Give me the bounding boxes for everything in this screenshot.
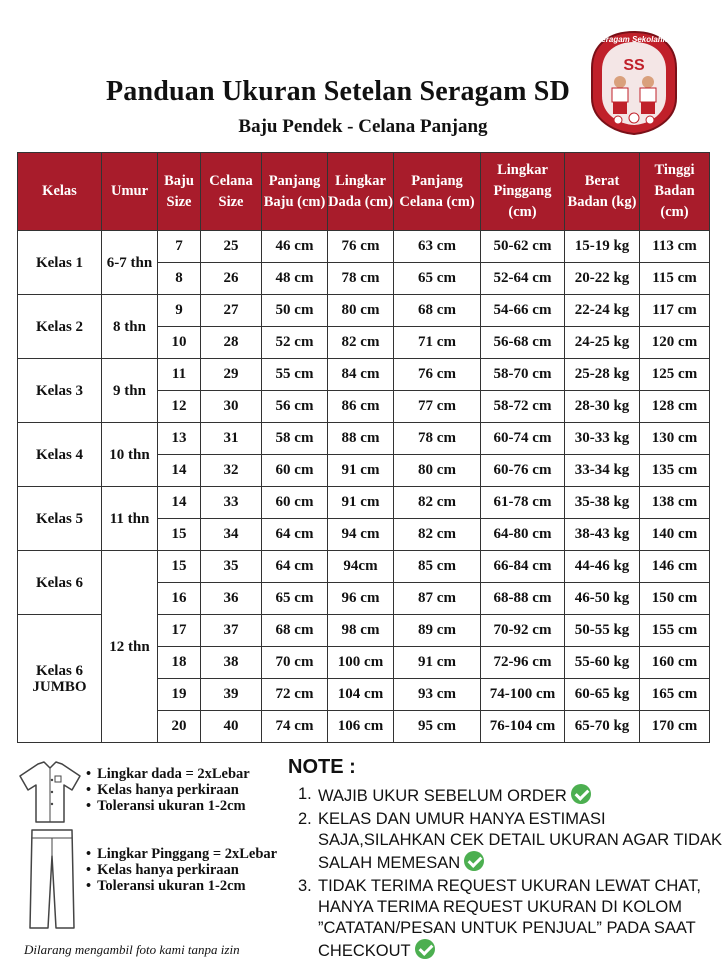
- table-cell: 58 cm: [262, 423, 328, 455]
- table-cell: 44-46 kg: [565, 551, 640, 583]
- table-cell: 30: [201, 391, 262, 423]
- table-cell: 60-74 cm: [481, 423, 565, 455]
- table-cell: 76 cm: [394, 359, 481, 391]
- kelas-cell: Kelas 6 JUMBO: [18, 615, 102, 743]
- table-header-cell: Lingkar Dada (cm): [328, 153, 394, 231]
- table-header-row: [18, 153, 710, 231]
- table-cell: 104 cm: [328, 679, 394, 711]
- table-cell: 72-96 cm: [481, 647, 565, 679]
- table-cell: 115 cm: [640, 263, 710, 295]
- shirt-note-item: • Lingkar dada = 2xLebar: [86, 766, 250, 782]
- table-cell: 52 cm: [262, 327, 328, 359]
- table-cell: 96 cm: [328, 583, 394, 615]
- table-cell: 55-60 kg: [565, 647, 640, 679]
- page-title: Panduan Ukuran Setelan Seragam SD: [105, 76, 570, 107]
- table-cell: 84 cm: [328, 359, 394, 391]
- page-subtitle: Baju Pendek - Celana Panjang: [238, 116, 488, 137]
- table-cell: 78 cm: [328, 263, 394, 295]
- table-cell: 82 cm: [394, 519, 481, 551]
- table-cell: 14: [158, 487, 201, 519]
- table-header-cell: Kelas: [18, 153, 102, 231]
- table-cell: 60-76 cm: [481, 455, 565, 487]
- table-row: [18, 231, 710, 263]
- table-cell: 89 cm: [394, 615, 481, 647]
- table-cell: 61-78 cm: [481, 487, 565, 519]
- table-cell: 71 cm: [394, 327, 481, 359]
- pants-note-item: • Kelas hanya perkiraan: [86, 862, 277, 878]
- table-cell: 24-25 kg: [565, 327, 640, 359]
- table-row: [18, 295, 710, 327]
- notes-list: [298, 784, 724, 964]
- table-cell: 16: [158, 583, 201, 615]
- table-header-cell: Panjang Celana (cm): [394, 153, 481, 231]
- table-cell: 15: [158, 551, 201, 583]
- table-header-cell: Celana Size: [201, 153, 262, 231]
- table-cell: 20-22 kg: [565, 263, 640, 295]
- shirt-notes-list: [86, 766, 250, 814]
- table-cell: 50-55 kg: [565, 615, 640, 647]
- table-cell: 82 cm: [328, 327, 394, 359]
- table-cell: 80 cm: [328, 295, 394, 327]
- table-cell: 11: [158, 359, 201, 391]
- table-cell: 64 cm: [262, 551, 328, 583]
- table-cell: 117 cm: [640, 295, 710, 327]
- table-cell: 74 cm: [262, 711, 328, 743]
- table-cell: 25-28 kg: [565, 359, 640, 391]
- table-cell: 19: [158, 679, 201, 711]
- table-cell: 70-92 cm: [481, 615, 565, 647]
- table-cell: 138 cm: [640, 487, 710, 519]
- table-cell: 52-64 cm: [481, 263, 565, 295]
- table-cell: 100 cm: [328, 647, 394, 679]
- kelas-cell: Kelas 3: [18, 359, 102, 423]
- umur-cell: 9 thn: [102, 359, 158, 423]
- table-cell: 150 cm: [640, 583, 710, 615]
- table-cell: 87 cm: [394, 583, 481, 615]
- table-cell: 13: [158, 423, 201, 455]
- table-cell: 29: [201, 359, 262, 391]
- table-cell: 34: [201, 519, 262, 551]
- table-cell: 60 cm: [262, 455, 328, 487]
- table-cell: 155 cm: [640, 615, 710, 647]
- table-cell: 91 cm: [328, 487, 394, 519]
- table-cell: 64-80 cm: [481, 519, 565, 551]
- table-cell: 15: [158, 519, 201, 551]
- table-cell: 77 cm: [394, 391, 481, 423]
- table-cell: 66-84 cm: [481, 551, 565, 583]
- table-cell: 35-38 kg: [565, 487, 640, 519]
- pants-icon: [28, 826, 76, 930]
- brand-logo: [588, 28, 680, 136]
- table-cell: 93 cm: [394, 679, 481, 711]
- table-cell: 46-50 kg: [565, 583, 640, 615]
- table-header-cell: Tinggi Badan (cm): [640, 153, 710, 231]
- table-cell: 70 cm: [262, 647, 328, 679]
- table-cell: 113 cm: [640, 231, 710, 263]
- table-cell: 140 cm: [640, 519, 710, 551]
- table-cell: 65-70 kg: [565, 711, 640, 743]
- table-cell: 120 cm: [640, 327, 710, 359]
- table-cell: 125 cm: [640, 359, 710, 391]
- pants-note-item: • Toleransi ukuran 1-2cm: [86, 878, 277, 894]
- table-row: [18, 423, 710, 455]
- table-cell: 94cm: [328, 551, 394, 583]
- kelas-cell: Kelas 6: [18, 551, 102, 615]
- table-header-cell: Lingkar Pinggang (cm): [481, 153, 565, 231]
- umur-cell: 12 thn: [102, 551, 158, 743]
- table-cell: 94 cm: [328, 519, 394, 551]
- umur-cell: 8 thn: [102, 295, 158, 359]
- table-cell: 28: [201, 327, 262, 359]
- umur-cell: 6-7 thn: [102, 231, 158, 295]
- table-cell: 56 cm: [262, 391, 328, 423]
- table-row: [18, 359, 710, 391]
- table-cell: 31: [201, 423, 262, 455]
- table-cell: 8: [158, 263, 201, 295]
- table-cell: 58-70 cm: [481, 359, 565, 391]
- table-cell: 74-100 cm: [481, 679, 565, 711]
- table-row: [18, 487, 710, 519]
- table-cell: 86 cm: [328, 391, 394, 423]
- table-cell: 38: [201, 647, 262, 679]
- table-cell: 128 cm: [640, 391, 710, 423]
- note-number: 3.: [298, 877, 312, 895]
- table-cell: 85 cm: [394, 551, 481, 583]
- table-cell: 160 cm: [640, 647, 710, 679]
- table-cell: 36: [201, 583, 262, 615]
- table-cell: 68 cm: [262, 615, 328, 647]
- table-cell: 48 cm: [262, 263, 328, 295]
- table-cell: 82 cm: [394, 487, 481, 519]
- table-cell: 12: [158, 391, 201, 423]
- table-cell: 17: [158, 615, 201, 647]
- table-cell: 68 cm: [394, 295, 481, 327]
- kelas-cell: Kelas 5: [18, 487, 102, 551]
- table-cell: 68-88 cm: [481, 583, 565, 615]
- table-cell: 56-68 cm: [481, 327, 565, 359]
- table-header-cell: Berat Badan (kg): [565, 153, 640, 231]
- note-text: KELAS DAN UMUR HANYA ESTIMASI SAJA,SILAHKAN CEK DETAIL UKURAN AGAR TIDAK SALAH MEMESAN: [318, 810, 723, 872]
- table-cell: 91 cm: [394, 647, 481, 679]
- table-cell: 60 cm: [262, 487, 328, 519]
- table-cell: 28-30 kg: [565, 391, 640, 423]
- table-cell: 33-34 kg: [565, 455, 640, 487]
- size-chart-table: [17, 152, 710, 743]
- umur-cell: 10 thn: [102, 423, 158, 487]
- table-cell: 35: [201, 551, 262, 583]
- table-cell: 106 cm: [328, 711, 394, 743]
- table-cell: 60-65 kg: [565, 679, 640, 711]
- watermark-text: Dilarang mengambil foto kami tanpa izin: [24, 942, 240, 957]
- table-cell: 146 cm: [640, 551, 710, 583]
- table-cell: 38-43 kg: [565, 519, 640, 551]
- umur-cell: 11 thn: [102, 487, 158, 551]
- table-cell: 15-19 kg: [565, 231, 640, 263]
- check-circle-icon: [464, 851, 484, 871]
- table-cell: 78 cm: [394, 423, 481, 455]
- table-cell: 65 cm: [262, 583, 328, 615]
- table-cell: 76-104 cm: [481, 711, 565, 743]
- table-cell: 91 cm: [328, 455, 394, 487]
- table-cell: 170 cm: [640, 711, 710, 743]
- table-row: [18, 551, 710, 583]
- shirt-note-item: • Kelas hanya perkiraan: [86, 782, 250, 798]
- table-cell: 32: [201, 455, 262, 487]
- note-item: [298, 876, 724, 962]
- check-circle-icon: [571, 784, 591, 804]
- note-item: [298, 784, 724, 807]
- table-cell: 50-62 cm: [481, 231, 565, 263]
- kelas-cell: Kelas 2: [18, 295, 102, 359]
- table-cell: 9: [158, 295, 201, 327]
- kelas-cell: Kelas 1: [18, 231, 102, 295]
- pants-note-item: • Lingkar Pinggang = 2xLebar: [86, 846, 277, 862]
- table-cell: 135 cm: [640, 455, 710, 487]
- table-cell: 7: [158, 231, 201, 263]
- table-header-cell: Panjang Baju (cm): [262, 153, 328, 231]
- check-circle-icon: [415, 939, 435, 959]
- shirt-note-item: • Toleransi ukuran 1-2cm: [86, 798, 250, 814]
- table-cell: 80 cm: [394, 455, 481, 487]
- table-cell: 39: [201, 679, 262, 711]
- table-cell: 58-72 cm: [481, 391, 565, 423]
- table-cell: 76 cm: [328, 231, 394, 263]
- table-cell: 27: [201, 295, 262, 327]
- table-cell: 95 cm: [394, 711, 481, 743]
- table-cell: 65 cm: [394, 263, 481, 295]
- table-cell: 63 cm: [394, 231, 481, 263]
- logo-initials: SS: [623, 57, 645, 74]
- note-text: TIDAK TERIMA REQUEST UKURAN LEWAT CHAT, HANYA TERIMA REQUEST UKURAN DI KOLOM ”CATATAN/PESAN UNTUK PENJUAL” PADA SAAT CHECKOUT: [318, 877, 701, 960]
- note-item: [298, 809, 724, 874]
- logo-text: Seragam Sekolahku: [595, 35, 673, 44]
- table-cell: 46 cm: [262, 231, 328, 263]
- table-cell: 10: [158, 327, 201, 359]
- table-cell: 30-33 kg: [565, 423, 640, 455]
- table-cell: 37: [201, 615, 262, 647]
- table-cell: 98 cm: [328, 615, 394, 647]
- pants-notes-list: [86, 846, 277, 894]
- table-cell: 50 cm: [262, 295, 328, 327]
- note-title: NOTE :: [288, 756, 356, 778]
- table-cell: 14: [158, 455, 201, 487]
- table-cell: 64 cm: [262, 519, 328, 551]
- table-cell: 72 cm: [262, 679, 328, 711]
- kelas-cell: Kelas 4: [18, 423, 102, 487]
- table-cell: 25: [201, 231, 262, 263]
- table-cell: 88 cm: [328, 423, 394, 455]
- table-cell: 26: [201, 263, 262, 295]
- table-cell: 130 cm: [640, 423, 710, 455]
- table-cell: 55 cm: [262, 359, 328, 391]
- table-cell: 18: [158, 647, 201, 679]
- shirt-icon: [18, 760, 82, 824]
- table-header-cell: Baju Size: [158, 153, 201, 231]
- note-number: 1.: [298, 785, 312, 803]
- table-cell: 54-66 cm: [481, 295, 565, 327]
- table-header-cell: Umur: [102, 153, 158, 231]
- table-cell: 165 cm: [640, 679, 710, 711]
- note-number: 2.: [298, 810, 312, 828]
- note-text: WAJIB UKUR SEBELUM ORDER: [318, 787, 567, 805]
- table-cell: 22-24 kg: [565, 295, 640, 327]
- table-cell: 40: [201, 711, 262, 743]
- table-cell: 33: [201, 487, 262, 519]
- table-cell: 20: [158, 711, 201, 743]
